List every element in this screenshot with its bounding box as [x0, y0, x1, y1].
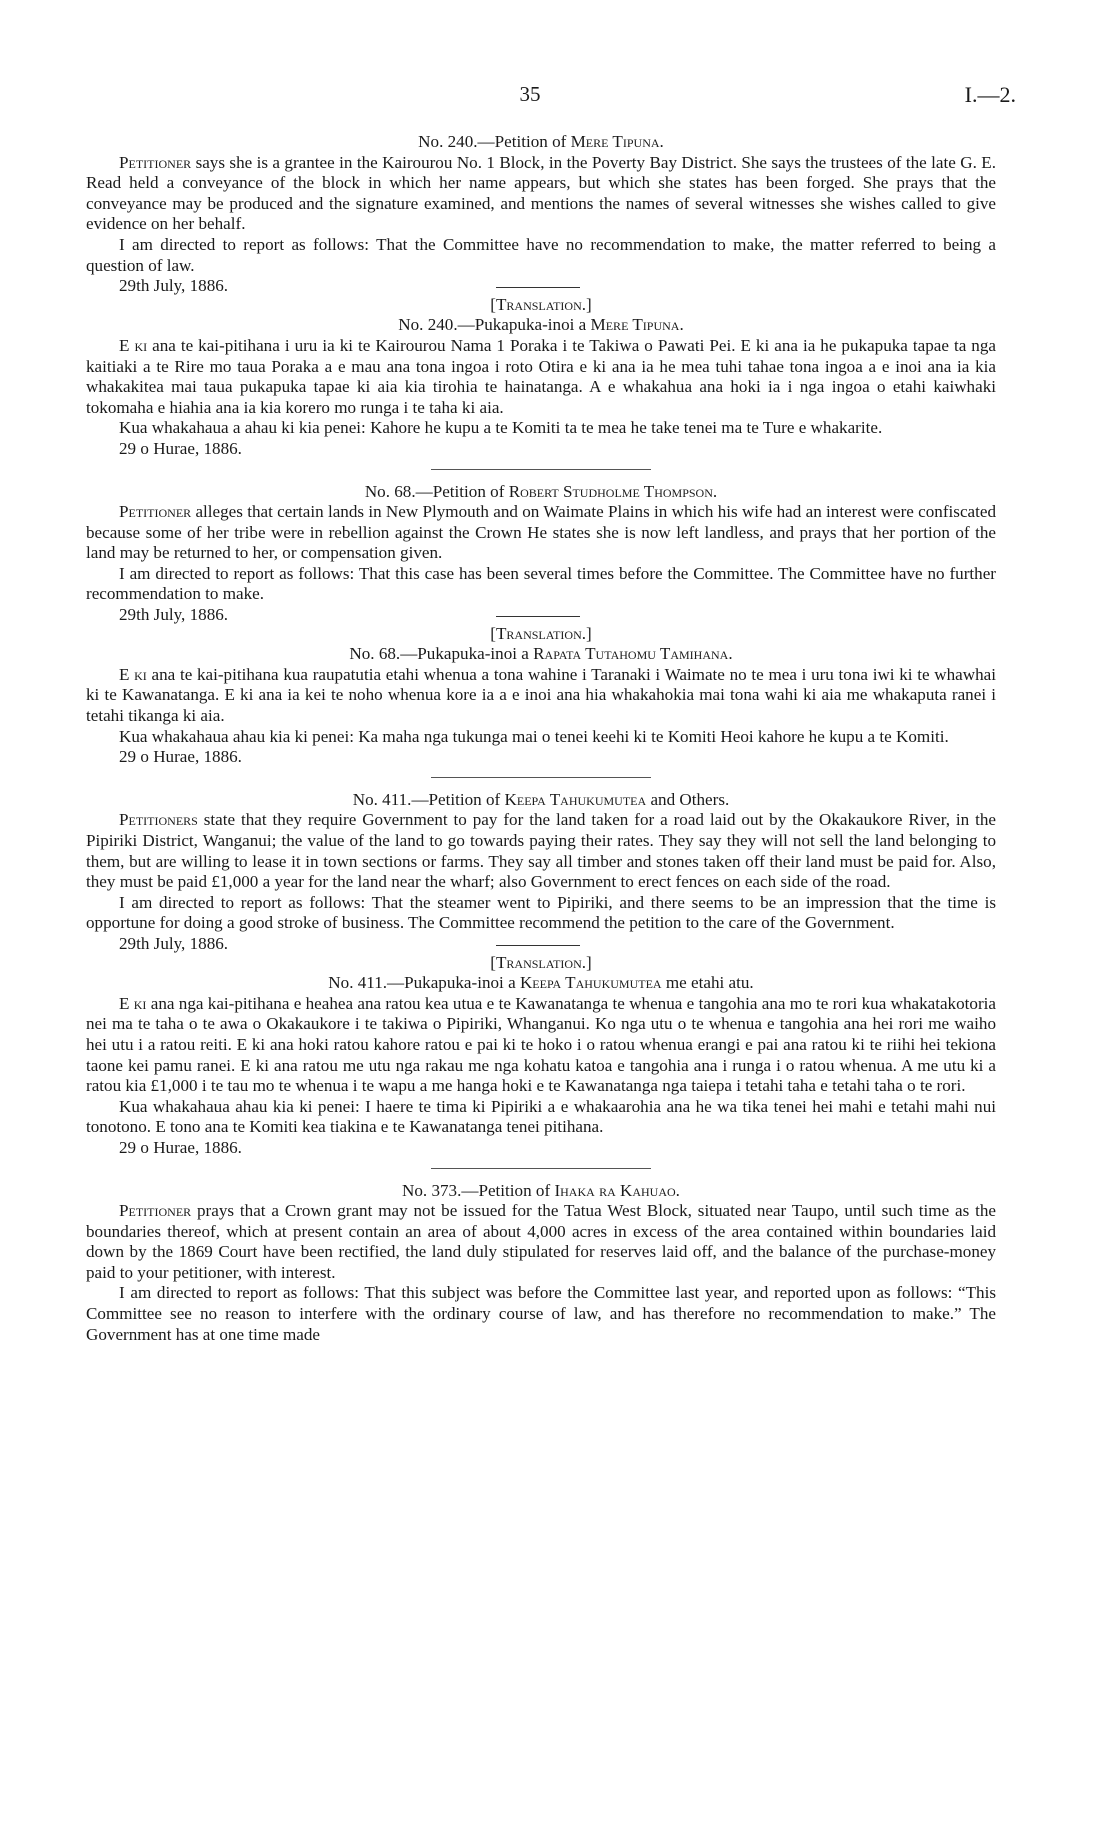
translation-title: No. 68.—Pukapuka-inoi a Rapata Tutahomu Tamihana. — [349, 644, 733, 664]
translation-label: [Translation.] — [490, 294, 592, 314]
petition-title: No. 373.—Petition of Ihaka ra Kahuao. — [402, 1180, 680, 1200]
petition-paragraph: Petitioner says she is a grantee in the Kairourou No. 1 Block, in the Poverty Bay District. She says the trustees of the late G. E. Read held a conveyance of the block in which her name appears, but which she states has been forged. She prays that the conveyance may be produced and the signature examined, and mentions the names of several witnesses she wishes called to give evidence on her behalf. — [86, 152, 996, 234]
translation-date: 29 o Hurae, 1886. — [119, 1137, 242, 1157]
petition-paragraph: Petitioner alleges that certain lands in New Plymouth and on Waimate Plains in which his wife had an interest were confiscated because some of her tribe were in rebellion against the Crown He states she is now left landless, and prays that her portion of the land may be returned to her, or compensation given. — [86, 502, 996, 563]
petition-title: No. 68.—Petition of Robert Studholme Thompson. — [364, 481, 718, 501]
petition-section — [86, 1181, 996, 1346]
paper-reference: I.—2. — [964, 82, 1016, 107]
page-header — [0, 82, 1114, 112]
petition-date: 29th July, 1886. — [119, 933, 229, 953]
petition-section — [86, 790, 996, 1169]
translation-report-paragraph: Kua whakahaua a ahau ki kia penei: Kahore he kupu a te Komiti ta te mea he take tenei ma te Ture e whakarite. — [119, 418, 883, 438]
translation-label: [Translation.] — [490, 952, 592, 972]
petition-date: 29th July, 1886. — [119, 605, 229, 625]
petition-paragraph: Petitioners state that they require Government to pay for the land taken for a road laid out by the Okakaukore River, in the Pipiriki District, Wanganui; the value of the land to go towards paying their rates. They say they will not sell the land belonging to them, but are willing to lease it in town sections or farms. They say all timber and stones taken off their land must be paid for. Also, they must be paid £1,000 a year for the land near the wharf; also Government to erect fences on each side of the road. — [86, 810, 996, 892]
section-divider — [431, 1168, 651, 1169]
translation-date: 29 o Hurae, 1886. — [119, 747, 242, 767]
petition-section — [86, 132, 996, 470]
translation-paragraph: E ki ana te kai-pitihana kua raupatutia etahi whenua a tona wahine i Taranaki i Waimate no te mea i uru tona iwi ki te whawhai ki te Kawanatanga. E ki ana ia kei te noho whenua kore ia a e inoi ana hia whakahokia mai tona wahi ki aia me whakaputa ranei i tetahi tikanga ki aia. — [86, 664, 996, 726]
translation-title: No. 411.—Pukapuka-inoi a Keepa Tahukumutea me etahi atu. — [328, 973, 754, 993]
translation-date: 29 o Hurae, 1886. — [119, 438, 242, 458]
petition-date: 29th July, 1886. — [119, 276, 229, 296]
section-divider — [431, 469, 651, 470]
report-paragraph: I am directed to report as follows: That the Committee have no recommendation to make, the matter referred to being a question of law. — [86, 234, 996, 275]
translation-report-paragraph: Kua whakahaua ahau kia ki penei: I haere te tima ki Pipiriki a e whakaarohia ana he wa tika tenei hei mahi e tetahi mahi nui tonotono. E tono ana te Komiti kea tiakina e te Kawanatanga tenei pitihana. — [86, 1096, 996, 1137]
translation-paragraph: E ki ana te kai-pitihana i uru ia ki te Kairourou Nama 1 Poraka i te Takiwa o Pawati Pei. E ki ana ia he pukapuka tapae ta nga kaitiaki a te Rire mo taua Poraka a e mau ana tona ingoa i roto Otira e ki ana ia he mea tuhi tahae tona ingoa a e inoi ana ia kia whakakitea mai taua pukapuka tapae ki aia kia tirohia te hainatanga. A e whakahua ana hoki ia i nga ingoa o etahi kaiwhaki tokomaha e hiahia ana ia kia korero mo runga i te taha ki aia. — [86, 335, 996, 417]
report-paragraph: I am directed to report as follows: That this case has been several times before the Committee. The Committee have no further recommendation to make. — [86, 563, 996, 604]
petition-section — [86, 482, 996, 778]
short-rule — [496, 616, 580, 617]
translation-report-paragraph: Kua whakahaua ahau kia ki penei: Ka maha nga tukunga mai o tenei keehi ki te Komiti Heoi kahore he kupu a te Komiti. — [119, 726, 949, 746]
short-rule — [496, 945, 580, 946]
report-paragraph: I am directed to report as follows: That the steamer went to Pipiriki, and there seems to be an impression that the time is opportune for doing a good stroke of business. The Committee recommend the petition to the care of the Government. — [86, 892, 996, 933]
petition-paragraph: Petitioner prays that a Crown grant may not be issued for the Tatua West Block, situated near Taupo, until such time as the boundaries thereof, which at present contain an area of about 4,000 acres in excess of the area contained within boundaries laid down by the 1869 Court have been rectified, the land duly stipulated for reserves laid off, and the balance of the purchase-money paid to your petitioner, with interest. — [86, 1201, 996, 1282]
translation-label: [Translation.] — [490, 623, 592, 643]
page-number: 35 — [519, 82, 541, 106]
document-body — [86, 132, 996, 1345]
petition-title: No. 411.—Petition of Keepa Tahukumutea and Others. — [352, 789, 730, 809]
short-rule — [496, 287, 580, 288]
report-paragraph: I am directed to report as follows: That this subject was before the Committee last year, and reported upon as follows: “This Committee see no reason to interfere with the ordinary course of law, and has therefore no recommendation to make.” The Government has at one time made — [86, 1283, 996, 1344]
petition-title: No. 240.—Petition of Mere Tipuna. — [418, 132, 664, 151]
translation-title: No. 240.—Pukapuka-inoi a Mere Tipuna. — [398, 315, 684, 335]
section-divider — [431, 777, 651, 778]
translation-paragraph: E ki ana nga kai-pitihana e heahea ana ratou kea utua e te Kawanatanga te whenua e tangohia ana mo te rori kua whakatakotoria nei ma te taha o te awa o Okakaukore i te takiwa o Pipiriki, Whanganui. Ko nga utu o te whenua e tangohia ana hei rori me waiho hei utu i a ratou reiti. E ki ana hoki ratou kahore ratou e pai ki te hoko i o ratou whenua erangi e pai ana ratou ki te riihi hei tekiona taone kei pamu ranei. E ki ana ratou me utu nga rakau me nga kohatu katoa e tangohia ana i runga i o ratou whenua. A me utu ki a ratou kia £1,000 i te tau mo te whenua i te wapu a me hanga hoki e te Kawanatanga nga taiepa i tetahi taha e tetahi taha o te rori. — [86, 993, 996, 1096]
